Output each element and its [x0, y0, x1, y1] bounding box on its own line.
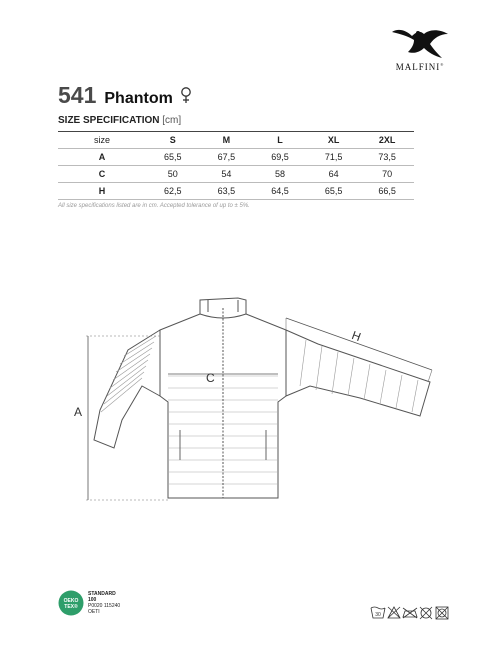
table-cell: 71,5 [307, 149, 361, 166]
table-header-row [58, 132, 414, 149]
table-cell: 62,5 [146, 183, 200, 200]
no-tumble-dry-icon [436, 607, 448, 619]
column-header: XL [307, 132, 361, 149]
measure-label-a: A [74, 405, 83, 419]
row-label: H [58, 183, 146, 200]
certification-text: STANDARD 100 P0020 115240 OETI [88, 591, 121, 615]
table-cell: 54 [200, 166, 254, 183]
table-cell: 73,5 [360, 149, 414, 166]
table-cell: 67,5 [200, 149, 254, 166]
female-symbol-icon [179, 86, 193, 104]
product-heading [58, 82, 193, 108]
table-cell: 64,5 [253, 183, 307, 200]
table-row [58, 183, 414, 200]
oeko-tex-icon [58, 590, 84, 616]
measure-label-h: H [349, 328, 363, 345]
row-label: C [58, 166, 146, 183]
table-row [58, 166, 414, 183]
spec-title: SIZE SPECIFICATION [cm] [58, 115, 182, 126]
jacket-diagram [60, 290, 450, 520]
table-cell: 58 [253, 166, 307, 183]
svg-text:OEKO: OEKO [63, 598, 79, 604]
wash-30-icon [371, 607, 385, 618]
table-cell: 70 [360, 166, 414, 183]
row-label: A [58, 149, 146, 166]
column-header: M [200, 132, 254, 149]
svg-text:TEX®: TEX® [64, 604, 78, 610]
measure-label-c: C [206, 371, 215, 385]
table-cell: 65,5 [307, 183, 361, 200]
oeko-tex-logo [58, 590, 84, 616]
table-cell: 50 [146, 166, 200, 183]
no-dryclean-icon [420, 607, 432, 619]
column-header: 2XL [360, 132, 414, 149]
table-row [58, 149, 414, 166]
product-number: 541 [58, 82, 97, 108]
column-header: size [58, 132, 146, 149]
eagle-logo-icon [384, 22, 456, 62]
column-header: S [146, 132, 200, 149]
table-cell: 63,5 [200, 183, 254, 200]
brand-name: MALFINI® [395, 62, 445, 72]
no-bleach-icon [388, 607, 400, 618]
jacket-drawing [60, 290, 450, 520]
column-header: L [253, 132, 307, 149]
table-cell: 64 [307, 166, 361, 183]
no-iron-icon [403, 608, 417, 618]
table-cell: 66,5 [360, 183, 414, 200]
tolerance-note: All size specifications listed are in cm. Accepted tolerance of up to ± 5%. [58, 203, 250, 209]
table-cell: 65,5 [146, 149, 200, 166]
table-cell: 69,5 [253, 149, 307, 166]
svg-text:30: 30 [375, 612, 381, 618]
size-table [58, 131, 414, 200]
product-name: Phantom [104, 90, 173, 107]
care-symbols [370, 604, 452, 620]
